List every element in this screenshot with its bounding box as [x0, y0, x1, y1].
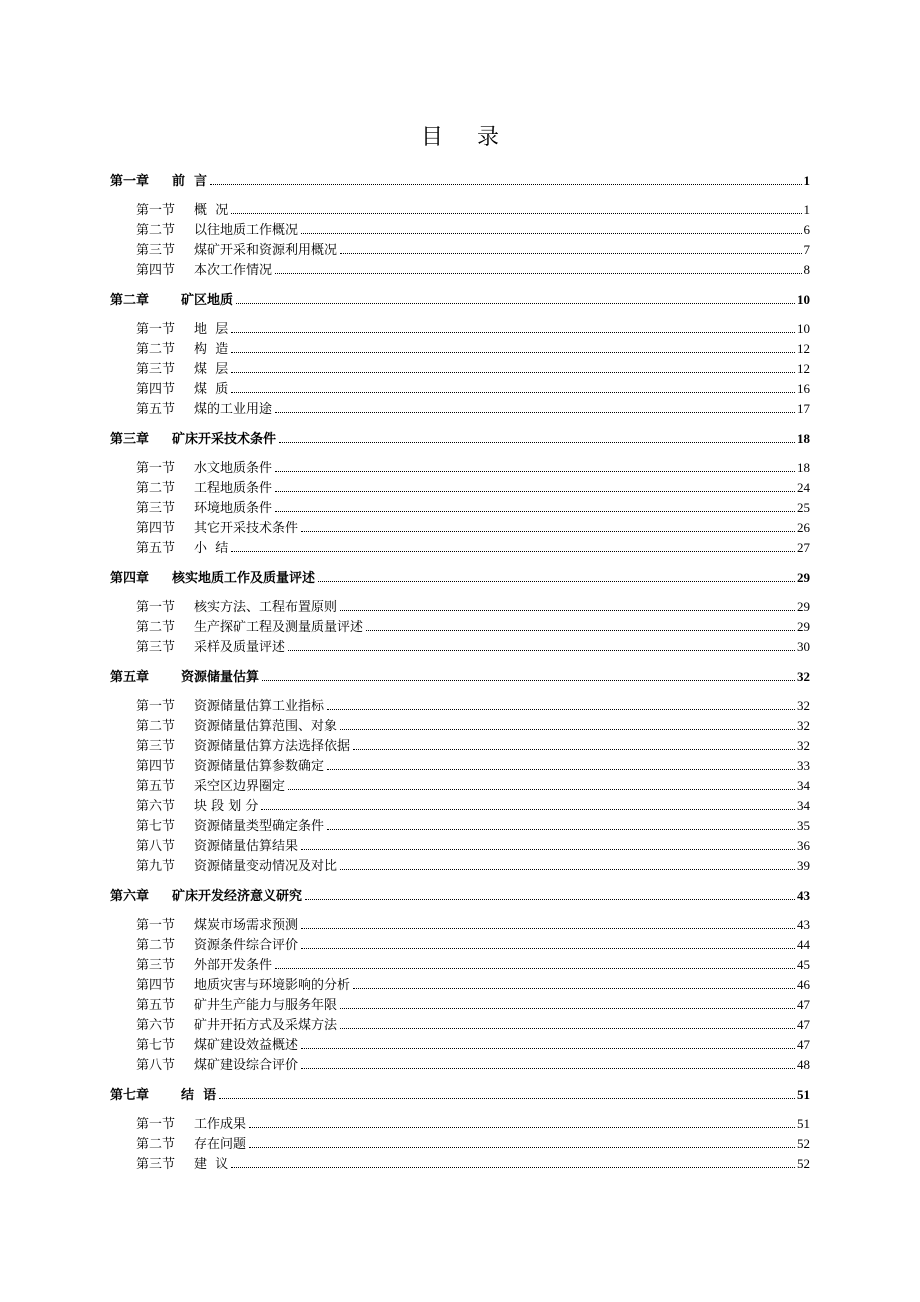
section-title: 矿井生产能力与服务年限 — [194, 998, 338, 1013]
page-number: 48 — [797, 1057, 810, 1072]
page-number: 10 — [797, 292, 810, 307]
dot-leader — [340, 1008, 795, 1009]
toc-section-entry[interactable] — [110, 477, 810, 497]
section-number: 第六节 — [136, 1018, 176, 1033]
page-number: 33 — [797, 758, 810, 773]
dot-leader — [301, 849, 795, 850]
section-number: 第四节 — [136, 978, 176, 993]
section-number: 第三节 — [136, 501, 176, 516]
section-number: 第一节 — [136, 461, 176, 476]
section-title: 存在问题 — [194, 1137, 247, 1152]
dot-leader — [340, 729, 795, 730]
page-number: 46 — [797, 977, 810, 992]
dot-leader — [236, 303, 795, 304]
spacer — [110, 905, 810, 914]
page-number: 32 — [797, 669, 810, 684]
page-number: 24 — [797, 480, 810, 495]
chapter-number: 第六章 — [110, 889, 150, 904]
section-title: 地质灾害与环境影响的分析 — [194, 978, 351, 993]
page-number: 47 — [797, 1037, 810, 1052]
section-title: 资源储量估算范围、对象 — [194, 719, 338, 734]
page-number: 34 — [797, 778, 810, 793]
toc-chapter-entry[interactable] — [110, 428, 810, 448]
section-title: 水文地质条件 — [194, 461, 273, 476]
section-number: 第一节 — [136, 600, 176, 615]
toc-section-entry[interactable] — [110, 259, 810, 279]
page-number: 32 — [797, 738, 810, 753]
section-number: 第三节 — [136, 739, 176, 754]
page-number: 39 — [797, 858, 810, 873]
toc-section-entry[interactable] — [110, 815, 810, 835]
section-number: 第五节 — [136, 779, 176, 794]
section-title: 地 层 — [194, 322, 229, 337]
dot-leader — [219, 1098, 795, 1099]
chapter-title: 矿区地质 — [172, 293, 234, 308]
spacer — [110, 190, 810, 199]
section-title: 构 造 — [194, 342, 229, 357]
toc-section-entry[interactable] — [110, 1034, 810, 1054]
dot-leader — [288, 650, 795, 651]
dot-leader — [340, 1028, 795, 1029]
toc-section-entry[interactable] — [110, 1153, 810, 1173]
dot-leader — [275, 273, 801, 274]
toc-section-entry[interactable] — [110, 239, 810, 259]
toc-section-entry[interactable] — [110, 596, 810, 616]
page-number: 29 — [797, 570, 810, 585]
dot-leader — [231, 213, 801, 214]
section-title: 资源储量估算参数确定 — [194, 759, 325, 774]
section-title: 煤的工业用途 — [194, 402, 273, 417]
page-number: 29 — [797, 619, 810, 634]
section-number: 第六节 — [136, 799, 176, 814]
toc-section-entry[interactable] — [110, 378, 810, 398]
page-number: 45 — [797, 957, 810, 972]
section-number: 第三节 — [136, 958, 176, 973]
dot-leader — [353, 749, 795, 750]
section-number: 第二节 — [136, 342, 176, 357]
section-title: 块 段 划 分 — [194, 799, 259, 814]
toc-section-entry[interactable] — [110, 855, 810, 875]
spacer — [110, 656, 810, 666]
toc-section-entry[interactable] — [110, 1014, 810, 1034]
section-title: 本次工作情况 — [194, 263, 273, 278]
toc-section-entry[interactable] — [110, 835, 810, 855]
dot-leader — [301, 233, 801, 234]
page-number: 43 — [797, 888, 810, 903]
section-number: 第二节 — [136, 223, 176, 238]
dot-leader — [275, 471, 795, 472]
toc-section-entry[interactable] — [110, 914, 810, 934]
toc-section-entry[interactable] — [110, 338, 810, 358]
section-number: 第一节 — [136, 1117, 176, 1132]
spacer — [110, 418, 810, 428]
dot-leader — [327, 709, 795, 710]
section-number: 第三节 — [136, 243, 176, 258]
toc-section-entry[interactable] — [110, 994, 810, 1014]
chapter-title: 核实地质工作及质量评述 — [172, 571, 316, 586]
section-number: 第四节 — [136, 521, 176, 536]
page-number: 1 — [803, 202, 810, 217]
section-title: 资源储量估算方法选择依据 — [194, 739, 351, 754]
toc-section-entry[interactable] — [110, 398, 810, 418]
section-number: 第五节 — [136, 541, 176, 556]
section-title: 资源储量估算结果 — [194, 839, 299, 854]
section-title: 矿井开拓方式及采煤方法 — [194, 1018, 338, 1033]
section-title: 工作成果 — [194, 1117, 247, 1132]
chapter-title: 资源储量估算 — [172, 670, 260, 685]
toc-section-entry[interactable] — [110, 219, 810, 239]
spacer — [110, 279, 810, 289]
section-title: 煤矿建设效益概述 — [194, 1038, 299, 1053]
page-number: 18 — [797, 460, 810, 475]
spacer — [110, 448, 810, 457]
toc-section-entry[interactable] — [110, 735, 810, 755]
page-number: 51 — [797, 1116, 810, 1131]
section-number: 第七节 — [136, 819, 176, 834]
dot-leader — [249, 1127, 795, 1128]
section-title: 资源储量变动情况及对比 — [194, 859, 338, 874]
toc-section-entry[interactable] — [110, 616, 810, 636]
section-number: 第三节 — [136, 1157, 176, 1172]
page-number: 29 — [797, 599, 810, 614]
section-title: 资源条件综合评价 — [194, 938, 299, 953]
page-number: 35 — [797, 818, 810, 833]
page-number: 1 — [803, 173, 810, 188]
dot-leader — [279, 442, 795, 443]
toc-chapter-entry[interactable] — [110, 170, 810, 190]
dot-leader — [301, 948, 795, 949]
page-number: 26 — [797, 520, 810, 535]
dot-leader — [353, 988, 795, 989]
page-number: 51 — [797, 1087, 810, 1102]
section-title: 煤炭市场需求预测 — [194, 918, 299, 933]
page-number: 47 — [797, 997, 810, 1012]
page-number: 52 — [797, 1136, 810, 1151]
section-title: 概 况 — [194, 203, 229, 218]
dot-leader — [261, 809, 795, 810]
section-title: 煤矿建设综合评价 — [194, 1058, 299, 1073]
section-title: 以往地质工作概况 — [194, 223, 299, 238]
dot-leader — [301, 928, 795, 929]
chapter-title: 矿床开发经济意义研究 — [172, 889, 303, 904]
dot-leader — [275, 491, 795, 492]
page-number: 32 — [797, 718, 810, 733]
spacer — [110, 686, 810, 695]
toc-section-entry[interactable] — [110, 695, 810, 715]
page-number: 18 — [797, 431, 810, 446]
section-title: 其它开采技术条件 — [194, 521, 299, 536]
section-title: 工程地质条件 — [194, 481, 273, 496]
page-number: 27 — [797, 540, 810, 555]
dot-leader — [275, 511, 795, 512]
dot-leader — [340, 869, 795, 870]
chapter-number: 第四章 — [110, 571, 150, 586]
chapter-number: 第一章 — [110, 174, 150, 189]
toc-chapter-entry[interactable] — [110, 666, 810, 686]
page-number: 43 — [797, 917, 810, 932]
dot-leader — [305, 899, 795, 900]
page-number: 7 — [803, 242, 810, 257]
dot-leader — [231, 551, 795, 552]
dot-leader — [301, 531, 795, 532]
section-number: 第五节 — [136, 402, 176, 417]
toc-section-entry[interactable] — [110, 537, 810, 557]
title-char-2: 录 — [477, 125, 500, 150]
section-title: 煤矿开采和资源利用概况 — [194, 243, 338, 258]
dot-leader — [231, 1167, 795, 1168]
dot-leader — [340, 253, 801, 254]
toc-section-entry[interactable] — [110, 457, 810, 477]
section-title: 采样及质量评述 — [194, 640, 286, 655]
toc-section-entry[interactable] — [110, 934, 810, 954]
section-number: 第五节 — [136, 998, 176, 1013]
section-number: 第九节 — [136, 859, 176, 874]
toc-section-entry[interactable] — [110, 1054, 810, 1074]
spacer — [110, 587, 810, 596]
dot-leader — [288, 789, 795, 790]
dot-leader — [340, 610, 795, 611]
section-title: 核实方法、工程布置原则 — [194, 600, 338, 615]
toc-chapter-entry[interactable] — [110, 289, 810, 309]
chapter-number: 第三章 — [110, 432, 150, 447]
page-number: 10 — [797, 321, 810, 336]
toc-section-entry[interactable] — [110, 755, 810, 775]
dot-leader — [231, 352, 795, 353]
section-title: 外部开发条件 — [194, 958, 273, 973]
toc-section-entry[interactable] — [110, 715, 810, 735]
section-title: 小 结 — [194, 541, 229, 556]
section-title: 资源储量类型确定条件 — [194, 819, 325, 834]
dot-leader — [301, 1068, 795, 1069]
toc-section-entry[interactable] — [110, 954, 810, 974]
section-number: 第三节 — [136, 640, 176, 655]
section-number: 第一节 — [136, 322, 176, 337]
section-title: 采空区边界圈定 — [194, 779, 286, 794]
page-number: 17 — [797, 401, 810, 416]
toc-section-entry[interactable] — [110, 795, 810, 815]
section-title: 煤 质 — [194, 382, 229, 397]
page-number: 47 — [797, 1017, 810, 1032]
section-number: 第一节 — [136, 699, 176, 714]
toc-chapter-entry[interactable] — [110, 885, 810, 905]
dot-leader — [262, 680, 795, 681]
section-number: 第八节 — [136, 1058, 176, 1073]
toc-section-entry[interactable] — [110, 199, 810, 219]
title-char-1: 目 — [420, 125, 443, 150]
dot-leader — [366, 630, 795, 631]
toc-section-entry[interactable] — [110, 974, 810, 994]
dot-leader — [231, 392, 795, 393]
page-number: 30 — [797, 639, 810, 654]
dot-leader — [301, 1048, 795, 1049]
toc-section-entry[interactable] — [110, 517, 810, 537]
spacer — [110, 875, 810, 885]
section-title: 生产探矿工程及测量质量评述 — [194, 620, 364, 635]
toc-section-entry[interactable] — [110, 775, 810, 795]
toc-chapter-entry[interactable] — [110, 567, 810, 587]
section-number: 第一节 — [136, 203, 176, 218]
chapter-title: 矿床开采技术条件 — [172, 432, 277, 447]
dot-leader — [210, 184, 801, 185]
section-number: 第二节 — [136, 620, 176, 635]
page-number: 12 — [797, 361, 810, 376]
page-number: 36 — [797, 838, 810, 853]
toc-section-entry[interactable] — [110, 1113, 810, 1133]
page-number: 8 — [803, 262, 810, 277]
chapter-title: 结 语 — [172, 1088, 217, 1103]
dot-leader — [327, 769, 795, 770]
dot-leader — [327, 829, 795, 830]
spacer — [110, 1104, 810, 1113]
section-number: 第四节 — [136, 759, 176, 774]
chapter-title: 前 言 — [172, 174, 208, 189]
dot-leader — [275, 412, 795, 413]
section-number: 第八节 — [136, 839, 176, 854]
toc-section-entry[interactable] — [110, 497, 810, 517]
dot-leader — [231, 332, 795, 333]
toc-section-entry[interactable] — [110, 636, 810, 656]
spacer — [110, 1074, 810, 1084]
section-number: 第七节 — [136, 1038, 176, 1053]
page-number: 32 — [797, 698, 810, 713]
section-title: 煤 层 — [194, 362, 229, 377]
section-number: 第二节 — [136, 719, 176, 734]
spacer — [110, 309, 810, 318]
dot-leader — [318, 581, 795, 582]
toc-chapter-entry[interactable] — [110, 1084, 810, 1104]
section-title: 资源储量估算工业指标 — [194, 699, 325, 714]
page-number: 34 — [797, 798, 810, 813]
section-number: 第二节 — [136, 1137, 176, 1152]
section-number: 第二节 — [136, 481, 176, 496]
page-number: 25 — [797, 500, 810, 515]
section-number: 第四节 — [136, 382, 176, 397]
table-of-contents — [110, 170, 810, 1173]
chapter-number: 第五章 — [110, 670, 150, 685]
dot-leader — [231, 372, 795, 373]
section-title: 环境地质条件 — [194, 501, 273, 516]
toc-section-entry[interactable] — [110, 358, 810, 378]
dot-leader — [275, 968, 795, 969]
page-number: 44 — [797, 937, 810, 952]
toc-section-entry[interactable] — [110, 318, 810, 338]
section-number: 第四节 — [136, 263, 176, 278]
dot-leader — [249, 1147, 795, 1148]
page-number: 52 — [797, 1156, 810, 1171]
page-number: 16 — [797, 381, 810, 396]
page-number: 12 — [797, 341, 810, 356]
page-title — [0, 120, 920, 151]
section-number: 第三节 — [136, 362, 176, 377]
section-number: 第一节 — [136, 918, 176, 933]
spacer — [110, 557, 810, 567]
chapter-number: 第七章 — [110, 1088, 150, 1103]
section-title: 建 议 — [194, 1157, 229, 1172]
toc-section-entry[interactable] — [110, 1133, 810, 1153]
section-number: 第二节 — [136, 938, 176, 953]
chapter-number: 第二章 — [110, 293, 150, 308]
page-number: 6 — [803, 222, 810, 237]
